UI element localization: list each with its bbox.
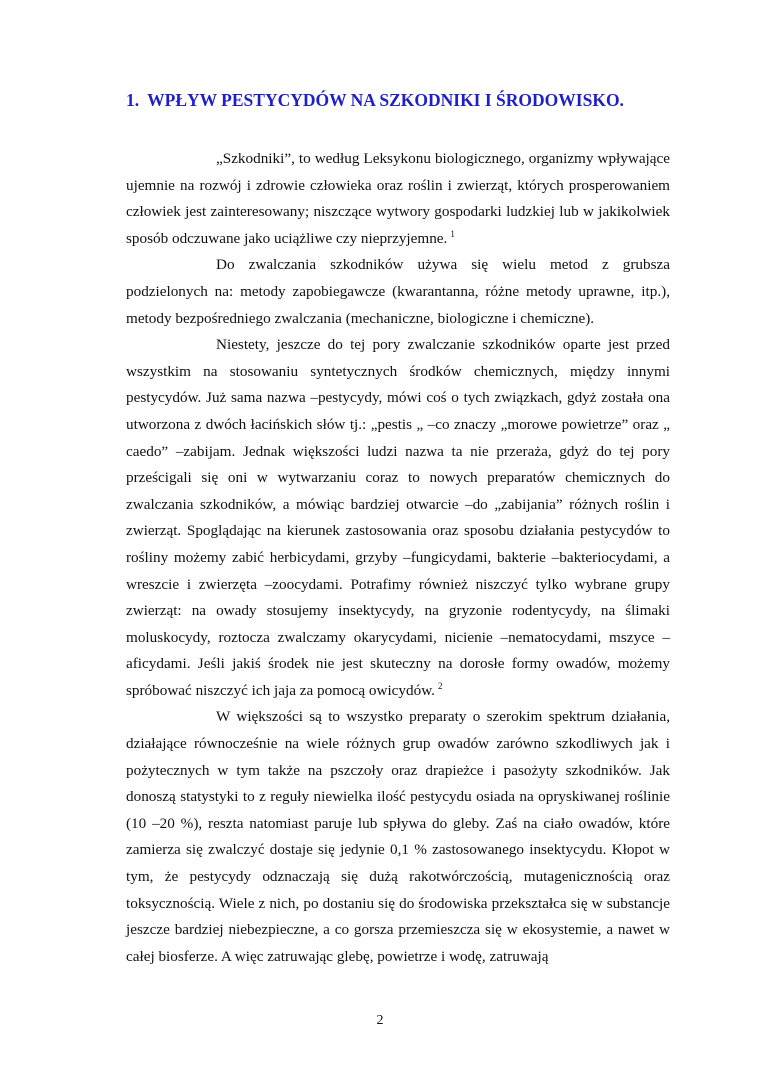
- paragraph-text: W większości są to wszystko preparaty o szerokim spektrum działania, działające równocześnie na wiele różnych grup owadów zarówno szkodliwych jak i pożytecznych w tym także na pszczoły oraz drapieżce i pasożyty szkodników. Jak donoszą statystyki to z reguły niewielka ilość pestycydu osiada na opryskiwanej roślinie (10 –20 %), reszta natomiast paruje lub spływa do gleby. Zaś na ciało owadów, które zamierza się zwalczyć dostaje się jedynie 0,1 % zastosowanego insektycydu. Kłopot w tym, że pestycydy odznaczają się dużą rakotwórczością, mutagenicznością oraz toksycznością. Wiele z nich, po dostaniu się do środowiska przekształca się w substancje jeszcze bardziej niebezpieczne, a co gorsza przemieszcza się w ekosystemie, a nawet w całej biosferze. A więc zatruwając glebę, powietrze i wodę, zatruwają: [126, 708, 670, 965]
- page-number: 2: [376, 1013, 384, 1028]
- paragraph-text: Niestety, jeszcze do tej pory zwalczanie szkodników oparte jest przed wszystkim na stosowaniu syntetycznych środków chemicznych, między innymi pestycydów. Już sama nazwa –pestycydy, mówi coś o tych związkach, gdyż została ona utworzona z dwóch łacińskich słów tj.: „pestis „ –co znaczy „morowe powietrze” oraz „ caedo” –zabijam. Jednak większości ludzi nazwa ta nie przeraża, gdyż do tej pory prześcigali się oni w wytwarzaniu coraz to nowych preparatów chemicznych do zwalczania szkodników, a mówiąc bardziej otwarcie –do „zabijania” różnych roślin i zwierząt. Spoglądając na kierunek zastosowania oraz sposobu działania pestycydów to rośliny możemy zabić herbicydami, grzyby –fungicydami, bakterie –bakteriocydami, a wreszcie i zwierzęta –zoocydami. Potrafimy również niszczyć tylko wybrane grupy zwierząt: na owady stosujemy insektycydy, na gryzonie rodentycydy, na ślimaki moluskocydy, roztocza zwalczamy okarycydami, nicienie –nematocydami, mszyce –aficydami. Jeśli jakiś środek nie jest skuteczny na dorosłe formy owadów, możemy spróbować niszczyć ich jaja za pomocą owicydów.: [126, 336, 670, 699]
- paragraph-3: [126, 332, 670, 704]
- footnote-marker[interactable]: 1: [450, 228, 455, 239]
- paragraph-text: Do zwalczania szkodników używa się wielu metod z grubsza podzielonych na: metody zapobiegawcze (kwarantanna, różne metody uprawne, itp.), metody bezpośredniego zwalczania (mechaniczne, biologiczne i chemiczne).: [126, 256, 670, 327]
- paragraph-1: [126, 146, 670, 252]
- section-title: WPŁYW PESTYCYDÓW NA SZKODNIKI I ŚRODOWISKO.: [147, 90, 624, 110]
- footnote-marker[interactable]: 2: [437, 680, 443, 691]
- paragraph-4: [126, 704, 670, 970]
- section-heading: [126, 90, 686, 111]
- body-text: [126, 146, 670, 970]
- section-number: 1.: [126, 90, 140, 110]
- paragraph-text: „Szkodniki”, to według Leksykonu biologicznego, organizmy wpływające ujemnie na rozwój i zdrowie człowieka oraz roślin i zwierząt, których prosperowaniem człowiek jest zainteresowany; niszczące wytwory gospodarki ludzkiej lub w jakikolwiek sposób odczuwane jako uciążliwe czy nieprzyjemne.: [126, 150, 670, 247]
- paragraph-2: [126, 252, 670, 332]
